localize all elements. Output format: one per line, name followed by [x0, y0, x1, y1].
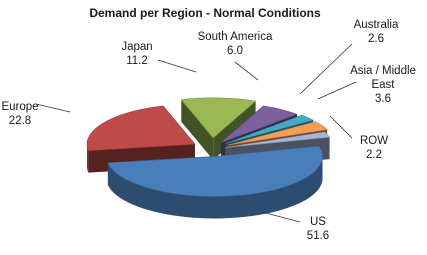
- data-label-south-america: [198, 31, 273, 57]
- data-label-us: [307, 216, 329, 242]
- label-name: ROW: [359, 135, 389, 147]
- data-label-japan: [121, 41, 152, 67]
- label-name: US: [310, 216, 326, 228]
- label-value: 11.2: [126, 55, 148, 67]
- label-value: 2.2: [366, 149, 382, 161]
- leader-line: [158, 60, 196, 72]
- label-name: South America: [197, 31, 273, 43]
- data-label-europe: [1, 101, 38, 127]
- label-name: Australia: [353, 19, 399, 31]
- label-value: 51.6: [306, 230, 330, 242]
- pie-slices: [87, 98, 330, 219]
- label-value: 22.8: [8, 115, 32, 127]
- label-name: Japan: [121, 41, 153, 53]
- leader-line: [330, 116, 352, 138]
- leader-line: [262, 212, 300, 222]
- leader-line: [300, 44, 352, 94]
- data-label-australia: [354, 19, 399, 45]
- label-value: 6.0: [227, 45, 243, 57]
- chart-title: Demand per Region - Normal Conditions: [89, 6, 321, 20]
- leader-line: [36, 104, 70, 112]
- leader-line: [235, 62, 258, 80]
- leader-line: [318, 82, 356, 99]
- label-name: Asia / Middle: [350, 65, 416, 77]
- data-label-asia-middle-east: [350, 65, 416, 105]
- label-value: 2.6: [368, 33, 384, 45]
- label-name: East: [371, 79, 395, 91]
- label-value: 3.6: [375, 93, 391, 105]
- slice-top: [87, 106, 195, 151]
- data-label-row: [360, 135, 388, 161]
- label-name: Europe: [1, 101, 39, 113]
